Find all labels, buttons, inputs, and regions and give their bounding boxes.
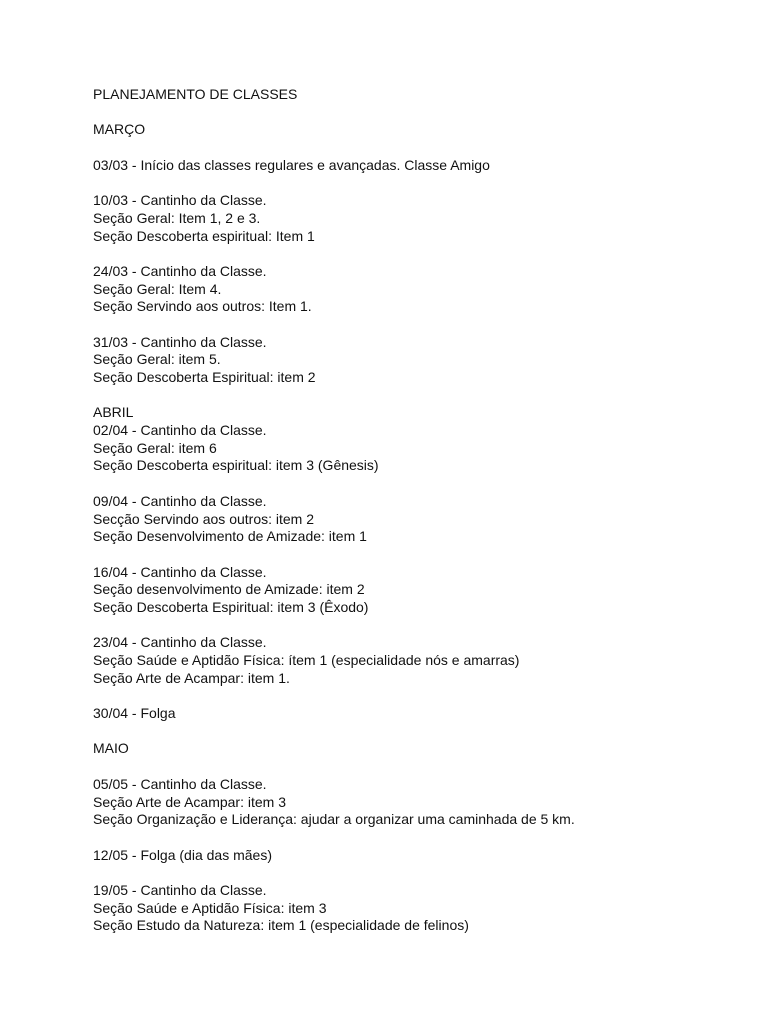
spacer xyxy=(93,139,733,157)
spacer xyxy=(93,387,733,405)
month-heading-abril: ABRIL xyxy=(93,404,134,421)
entry-1604-line-2: Seção desenvolvimento de Amizade: item 2 xyxy=(93,581,365,598)
spacer xyxy=(93,864,733,882)
entry-0904-line-3: Seção Desenvolvimento de Amizade: item 1 xyxy=(93,528,367,545)
month-heading-marco: MARÇO xyxy=(93,121,146,138)
entry-2403-line-2: Seção Geral: Item 4. xyxy=(93,280,222,297)
spacer xyxy=(93,723,733,741)
entry-1905-line-1: 19/05 - Cantinho da Classe. xyxy=(93,881,267,898)
month-heading-maio: MAIO xyxy=(93,740,129,757)
entry-0904-line-1: 09/04 - Cantinho da Classe. xyxy=(93,492,267,509)
spacer xyxy=(93,475,733,493)
entry-3103-line-1: 31/03 - Cantinho da Classe. xyxy=(93,333,267,350)
spacer xyxy=(93,245,733,263)
entry-0204-line-1: 02/04 - Cantinho da Classe. xyxy=(93,422,267,439)
spacer xyxy=(93,104,733,122)
entry-1003-line-3: Seção Descoberta espiritual: Item 1 xyxy=(93,227,315,244)
entry-1604-line-1: 16/04 - Cantinho da Classe. xyxy=(93,563,267,580)
entry-0204-line-3: Seção Descoberta espiritual: item 3 (Gênesis) xyxy=(93,457,379,474)
spacer xyxy=(93,829,733,847)
spacer xyxy=(93,174,733,192)
entry-1905-line-3: Seção Estudo da Natureza: item 1 (especialidade de felinos) xyxy=(93,917,469,934)
spacer xyxy=(93,758,733,776)
entry-0505-line-3: Seção Organização e Liderança: ajudar a organizar uma caminhada de 5 km. xyxy=(93,811,575,828)
entry-3103-line-3: Seção Descoberta Espiritual: item 2 xyxy=(93,369,316,385)
entry-0505-line-1: 05/05 - Cantinho da Classe. xyxy=(93,775,267,792)
entry-2304-line-3: Seção Arte de Acampar: item 1. xyxy=(93,669,290,686)
entry-2403-line-1: 24/03 - Cantinho da Classe. xyxy=(93,262,267,279)
spacer xyxy=(93,617,733,635)
entry-1205-line-1: 12/05 - Folga (dia das mães) xyxy=(93,846,272,863)
entry-0303-line-1: 03/03 - Início das classes regulares e avançadas. Classe Amigo xyxy=(93,156,490,173)
entry-1003-line-2: Seção Geral: Item 1, 2 e 3. xyxy=(93,209,261,226)
entry-1003-line-1: 10/03 - Cantinho da Classe. xyxy=(93,192,267,209)
spacer xyxy=(93,687,733,705)
document-page xyxy=(93,86,733,935)
entry-1604-line-3: Seção Descoberta Espiritual: item 3 (Êxodo) xyxy=(93,598,369,615)
entry-3103-line-2: Seção Geral: item 5. xyxy=(93,351,221,368)
entry-2304-line-1: 23/04 - Cantinho da Classe. xyxy=(93,634,267,651)
entry-1905-line-2: Seção Saúde e Aptidão Física: item 3 xyxy=(93,899,327,916)
document-title: PLANEJAMENTO DE CLASSES xyxy=(93,86,298,102)
spacer xyxy=(93,316,733,334)
entry-0505-line-2: Seção Arte de Acampar: item 3 xyxy=(93,793,286,810)
entry-3004-line-1: 30/04 - Folga xyxy=(93,705,176,722)
entry-2304-line-2: Seção Saúde e Aptidão Física: ítem 1 (especialidade nós e amarras) xyxy=(93,652,520,668)
entry-0904-line-2: Secção Servindo aos outros: item 2 xyxy=(93,510,315,527)
spacer xyxy=(93,546,733,564)
entry-2403-line-3: Seção Servindo aos outros: Item 1. xyxy=(93,298,312,315)
entry-0204-line-2: Seção Geral: item 6 xyxy=(93,439,217,456)
